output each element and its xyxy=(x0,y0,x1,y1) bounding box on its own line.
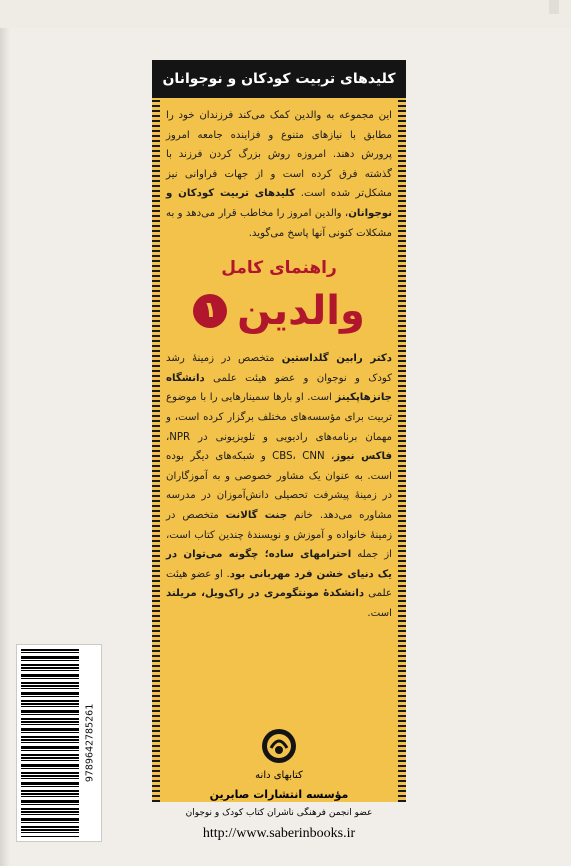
volume-badge: ١ xyxy=(193,294,227,328)
bio-fox-news: فاکس نیوز xyxy=(334,451,393,463)
bio-networks: NPR، xyxy=(166,431,191,443)
bio-text: . او عضو هیئت علمی xyxy=(166,568,392,600)
author-2-book: احترامهای ساده؛ چگونه می‌توان در یک دنیای خشن فرد مهربانی بود xyxy=(166,549,393,580)
bio-text: ، CBS، CNN و شبکه‌های دیگر بوده است. به عنوان یک مشاور خصوصی و به آموزگاران در زمینهٔ پیشرفت تحصیلی دانش‌آموزان در مدرسه مشاوره می‌دهد. xyxy=(166,451,393,521)
author-1-name: دکتر رابین گلداستین xyxy=(281,353,392,365)
spine-shadow xyxy=(0,0,10,866)
panel-content xyxy=(166,106,392,623)
series-title: کلیدهای تربیت کودکان و نوجوانان xyxy=(152,60,406,98)
back-cover-panel xyxy=(152,60,406,841)
saberin-logo-icon xyxy=(261,728,297,764)
authors-bio xyxy=(166,349,392,623)
barcode-bars xyxy=(21,649,79,837)
intro-text-1: این مجموعه به والدین کمک می‌کند فرزندان خود را مطابق با نیازهای متنوع و فزاینده جامعه امروز پرورش دهند. امروزه روش بزرگ کردن فرزند با گذشته فرق کرده است و از جهات فراوانی نیز مشکل‌تر شده است. xyxy=(166,110,392,200)
bio-text: است. xyxy=(367,607,392,619)
corner-mark xyxy=(549,0,559,14)
publisher-url: http://www.saberinbooks.ir xyxy=(202,826,356,841)
intro-text-2: ، والدین امروز را مخاطب قرار می‌دهد و به مشکلات کنونی آنها پاسخ می‌گوید. xyxy=(166,207,392,239)
book-subtitle: راهنمای کامل xyxy=(221,258,337,279)
author-2-university: دانشکدهٔ مونتگومری در راک‌ویل، مریلند xyxy=(166,588,365,600)
publisher-institute: مؤسسه انتشارات صابرین xyxy=(209,788,349,801)
barcode-number-wrap xyxy=(81,653,99,833)
intro-series-name: کلیدهای تربیت کودکان و نوجوانان xyxy=(166,188,392,219)
publisher-imprint: کتابهای دانه xyxy=(255,770,303,781)
bio-text: متخصص در زمینهٔ خانواده و آموزش و نویسندهٔ چندین کتاب است، از جمله xyxy=(166,509,392,561)
intro-paragraph xyxy=(166,106,392,243)
author-1-university: دانشگاه جانزهاپکینز xyxy=(166,372,392,404)
top-band xyxy=(0,0,571,28)
author-2-name: جنت گالانت xyxy=(225,509,288,521)
book-title xyxy=(166,285,392,337)
isbn-barcode xyxy=(16,644,102,842)
bio-text: است. او بارها سمینارهایی را با موضوع تربیت برای مؤسسه‌های مختلف برگزار کرده است، و مهمان برنامه‌های رادیویی و تلویزیونی در xyxy=(166,392,392,443)
barcode-number: 9789642785261 xyxy=(84,703,96,783)
book-title-text: والدین xyxy=(237,288,365,335)
publisher-logo-wrap xyxy=(152,728,406,768)
publisher-membership: عضو انجمن فرهنگی ناشران کتاب کودک و نوجوان xyxy=(185,808,373,818)
bio-text: خانم xyxy=(287,509,313,521)
title-block xyxy=(166,257,392,337)
bio-text: متخصص در زمینهٔ رشد کودک و نوجوان و عضو هیئت علمی xyxy=(166,353,392,384)
